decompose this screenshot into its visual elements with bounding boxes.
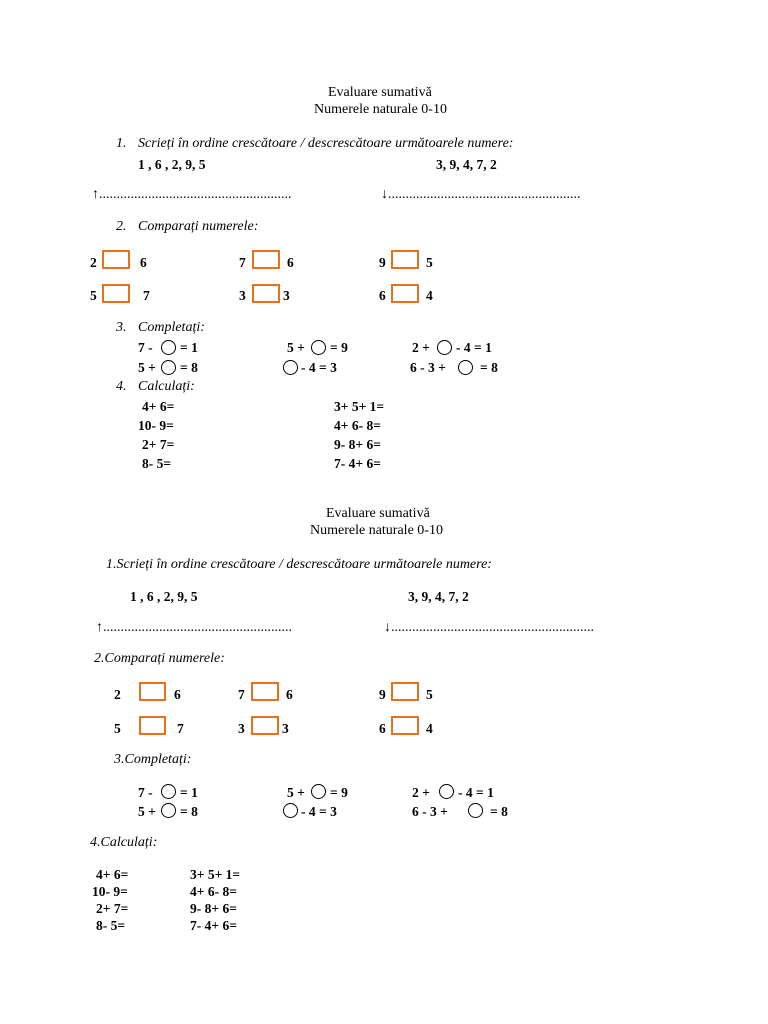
compare-answer-box[interactable] xyxy=(139,716,166,735)
equation-part: = 1 xyxy=(180,785,198,800)
equation-part: 5 + xyxy=(138,804,156,819)
calc-item: 4+ 6= xyxy=(142,399,175,414)
equation-part: 2 + xyxy=(412,785,430,800)
calc-item: 2+ 7= xyxy=(142,437,175,452)
calc-item: 10- 9= xyxy=(92,884,128,899)
compare-answer-box[interactable] xyxy=(252,250,280,269)
calc-item: 2+ 7= xyxy=(96,901,129,916)
equation-part: 5 + xyxy=(287,785,305,800)
calc-item: 4+ 6- 8= xyxy=(334,418,381,433)
ex1-instruction: 1.Scrieți în ordine crescătoare / descrescătoare următoarele numere: xyxy=(106,557,492,572)
compare-answer-box[interactable] xyxy=(251,682,279,701)
ex2-instruction: 2.Comparați numerele: xyxy=(94,651,225,666)
calc-item: 3+ 5+ 1= xyxy=(334,399,385,414)
compare-right-number: 7 xyxy=(177,721,184,736)
compare-left-number: 9 xyxy=(379,687,386,702)
equation-part: 2 + xyxy=(412,340,430,355)
ex1-right-numbers: 3, 9, 4, 7, 2 xyxy=(408,589,469,604)
answer-circle[interactable] xyxy=(161,784,176,799)
ex1-instruction: Scrieți în ordine crescătoare / descrescătoare următoarele numere: xyxy=(138,136,514,151)
answer-circle[interactable] xyxy=(161,360,176,375)
equation-part: - 4 = 3 xyxy=(301,804,337,819)
calc-item: 9- 8+ 6= xyxy=(190,901,237,916)
compare-left-number: 3 xyxy=(239,288,246,303)
compare-right-number: 7 xyxy=(143,288,150,303)
equation-part: = 9 xyxy=(330,785,348,800)
compare-left-number: 2 xyxy=(114,687,121,702)
equation-part: - 4 = 1 xyxy=(458,785,494,800)
compare-left-number: 5 xyxy=(114,721,121,736)
equation-part: = 8 xyxy=(180,360,198,375)
compare-answer-box[interactable] xyxy=(102,250,130,269)
sheet-title: Evaluare sumativă xyxy=(326,506,430,521)
sheet-subtitle: Numerele naturale 0-10 xyxy=(310,523,443,538)
calc-item: 8- 5= xyxy=(96,918,126,933)
compare-left-number: 6 xyxy=(379,721,386,736)
compare-right-number: 6 xyxy=(287,255,294,270)
ex4-number: 4. xyxy=(116,379,127,394)
equation-part: 6 - 3 + xyxy=(412,804,448,819)
compare-answer-box[interactable] xyxy=(139,682,166,701)
compare-left-number: 2 xyxy=(90,255,97,270)
compare-answer-box[interactable] xyxy=(251,716,279,735)
equation-part: - 4 = 3 xyxy=(301,360,337,375)
ex1-number: 1. xyxy=(116,136,127,151)
compare-right-number: 3 xyxy=(282,721,289,736)
descending-answer-line[interactable]: ↓....................................................... xyxy=(381,187,581,202)
answer-circle[interactable] xyxy=(468,803,483,818)
calc-item: 4+ 6- 8= xyxy=(190,884,237,899)
compare-right-number: 4 xyxy=(426,288,433,303)
compare-right-number: 3 xyxy=(283,288,290,303)
compare-answer-box[interactable] xyxy=(391,284,419,303)
answer-circle[interactable] xyxy=(311,340,326,355)
compare-right-number: 4 xyxy=(426,721,433,736)
compare-left-number: 5 xyxy=(90,288,97,303)
calc-item: 10- 9= xyxy=(138,418,174,433)
calc-item: 8- 5= xyxy=(142,456,172,471)
equation-part: 7 - xyxy=(138,340,153,355)
descending-answer-line[interactable]: ↓.......................................................... xyxy=(384,620,594,635)
ex4-instruction: 4.Calculați: xyxy=(90,835,158,850)
calc-item: 9- 8+ 6= xyxy=(334,437,381,452)
answer-circle[interactable] xyxy=(161,803,176,818)
compare-answer-box[interactable] xyxy=(252,284,280,303)
compare-right-number: 6 xyxy=(286,687,293,702)
compare-left-number: 9 xyxy=(379,255,386,270)
compare-right-number: 5 xyxy=(426,255,433,270)
equation-part: 6 - 3 + xyxy=(410,360,446,375)
equation-part: = 8 xyxy=(490,804,508,819)
sheet-subtitle: Numerele naturale 0-10 xyxy=(314,102,447,117)
compare-answer-box[interactable] xyxy=(102,284,130,303)
answer-circle[interactable] xyxy=(439,784,454,799)
ex2-instruction: Comparați numerele: xyxy=(138,219,259,234)
calc-item: 7- 4+ 6= xyxy=(190,918,237,933)
sheet-title: Evaluare sumativă xyxy=(328,85,432,100)
answer-circle[interactable] xyxy=(161,340,176,355)
equation-part: 5 + xyxy=(287,340,305,355)
calc-item: 3+ 5+ 1= xyxy=(190,867,241,882)
answer-circle[interactable] xyxy=(437,340,452,355)
compare-answer-box[interactable] xyxy=(391,716,419,735)
compare-right-number: 5 xyxy=(426,687,433,702)
equation-part: = 8 xyxy=(180,804,198,819)
answer-circle[interactable] xyxy=(311,784,326,799)
compare-left-number: 7 xyxy=(239,255,246,270)
ascending-answer-line[interactable]: ↑....................................................... xyxy=(92,187,292,202)
equation-part: 5 + xyxy=(138,360,156,375)
ex1-right-numbers: 3, 9, 4, 7, 2 xyxy=(436,157,497,172)
ex1-left-numbers: 1 , 6 , 2, 9, 5 xyxy=(138,157,206,172)
ex2-number: 2. xyxy=(116,219,127,234)
compare-answer-box[interactable] xyxy=(391,250,419,269)
equation-part: = 9 xyxy=(330,340,348,355)
ex3-instruction: Completați: xyxy=(138,320,205,335)
ex1-left-numbers: 1 , 6 , 2, 9, 5 xyxy=(130,589,198,604)
compare-answer-box[interactable] xyxy=(391,682,419,701)
answer-circle[interactable] xyxy=(458,360,473,375)
ex4-instruction: Calculați: xyxy=(138,379,195,394)
compare-left-number: 3 xyxy=(238,721,245,736)
answer-circle[interactable] xyxy=(283,803,298,818)
equation-part: = 8 xyxy=(480,360,498,375)
equation-part: = 1 xyxy=(180,340,198,355)
compare-left-number: 7 xyxy=(238,687,245,702)
ex3-instruction: 3.Completați: xyxy=(114,752,192,767)
calc-item: 4+ 6= xyxy=(96,867,129,882)
ascending-answer-line[interactable]: ↑...................................................... xyxy=(96,620,292,635)
equation-part: 7 - xyxy=(138,785,153,800)
answer-circle[interactable] xyxy=(283,360,298,375)
compare-right-number: 6 xyxy=(140,255,147,270)
compare-right-number: 6 xyxy=(174,687,181,702)
compare-left-number: 6 xyxy=(379,288,386,303)
calc-item: 7- 4+ 6= xyxy=(334,456,381,471)
ex3-number: 3. xyxy=(116,320,127,335)
equation-part: - 4 = 1 xyxy=(456,340,492,355)
